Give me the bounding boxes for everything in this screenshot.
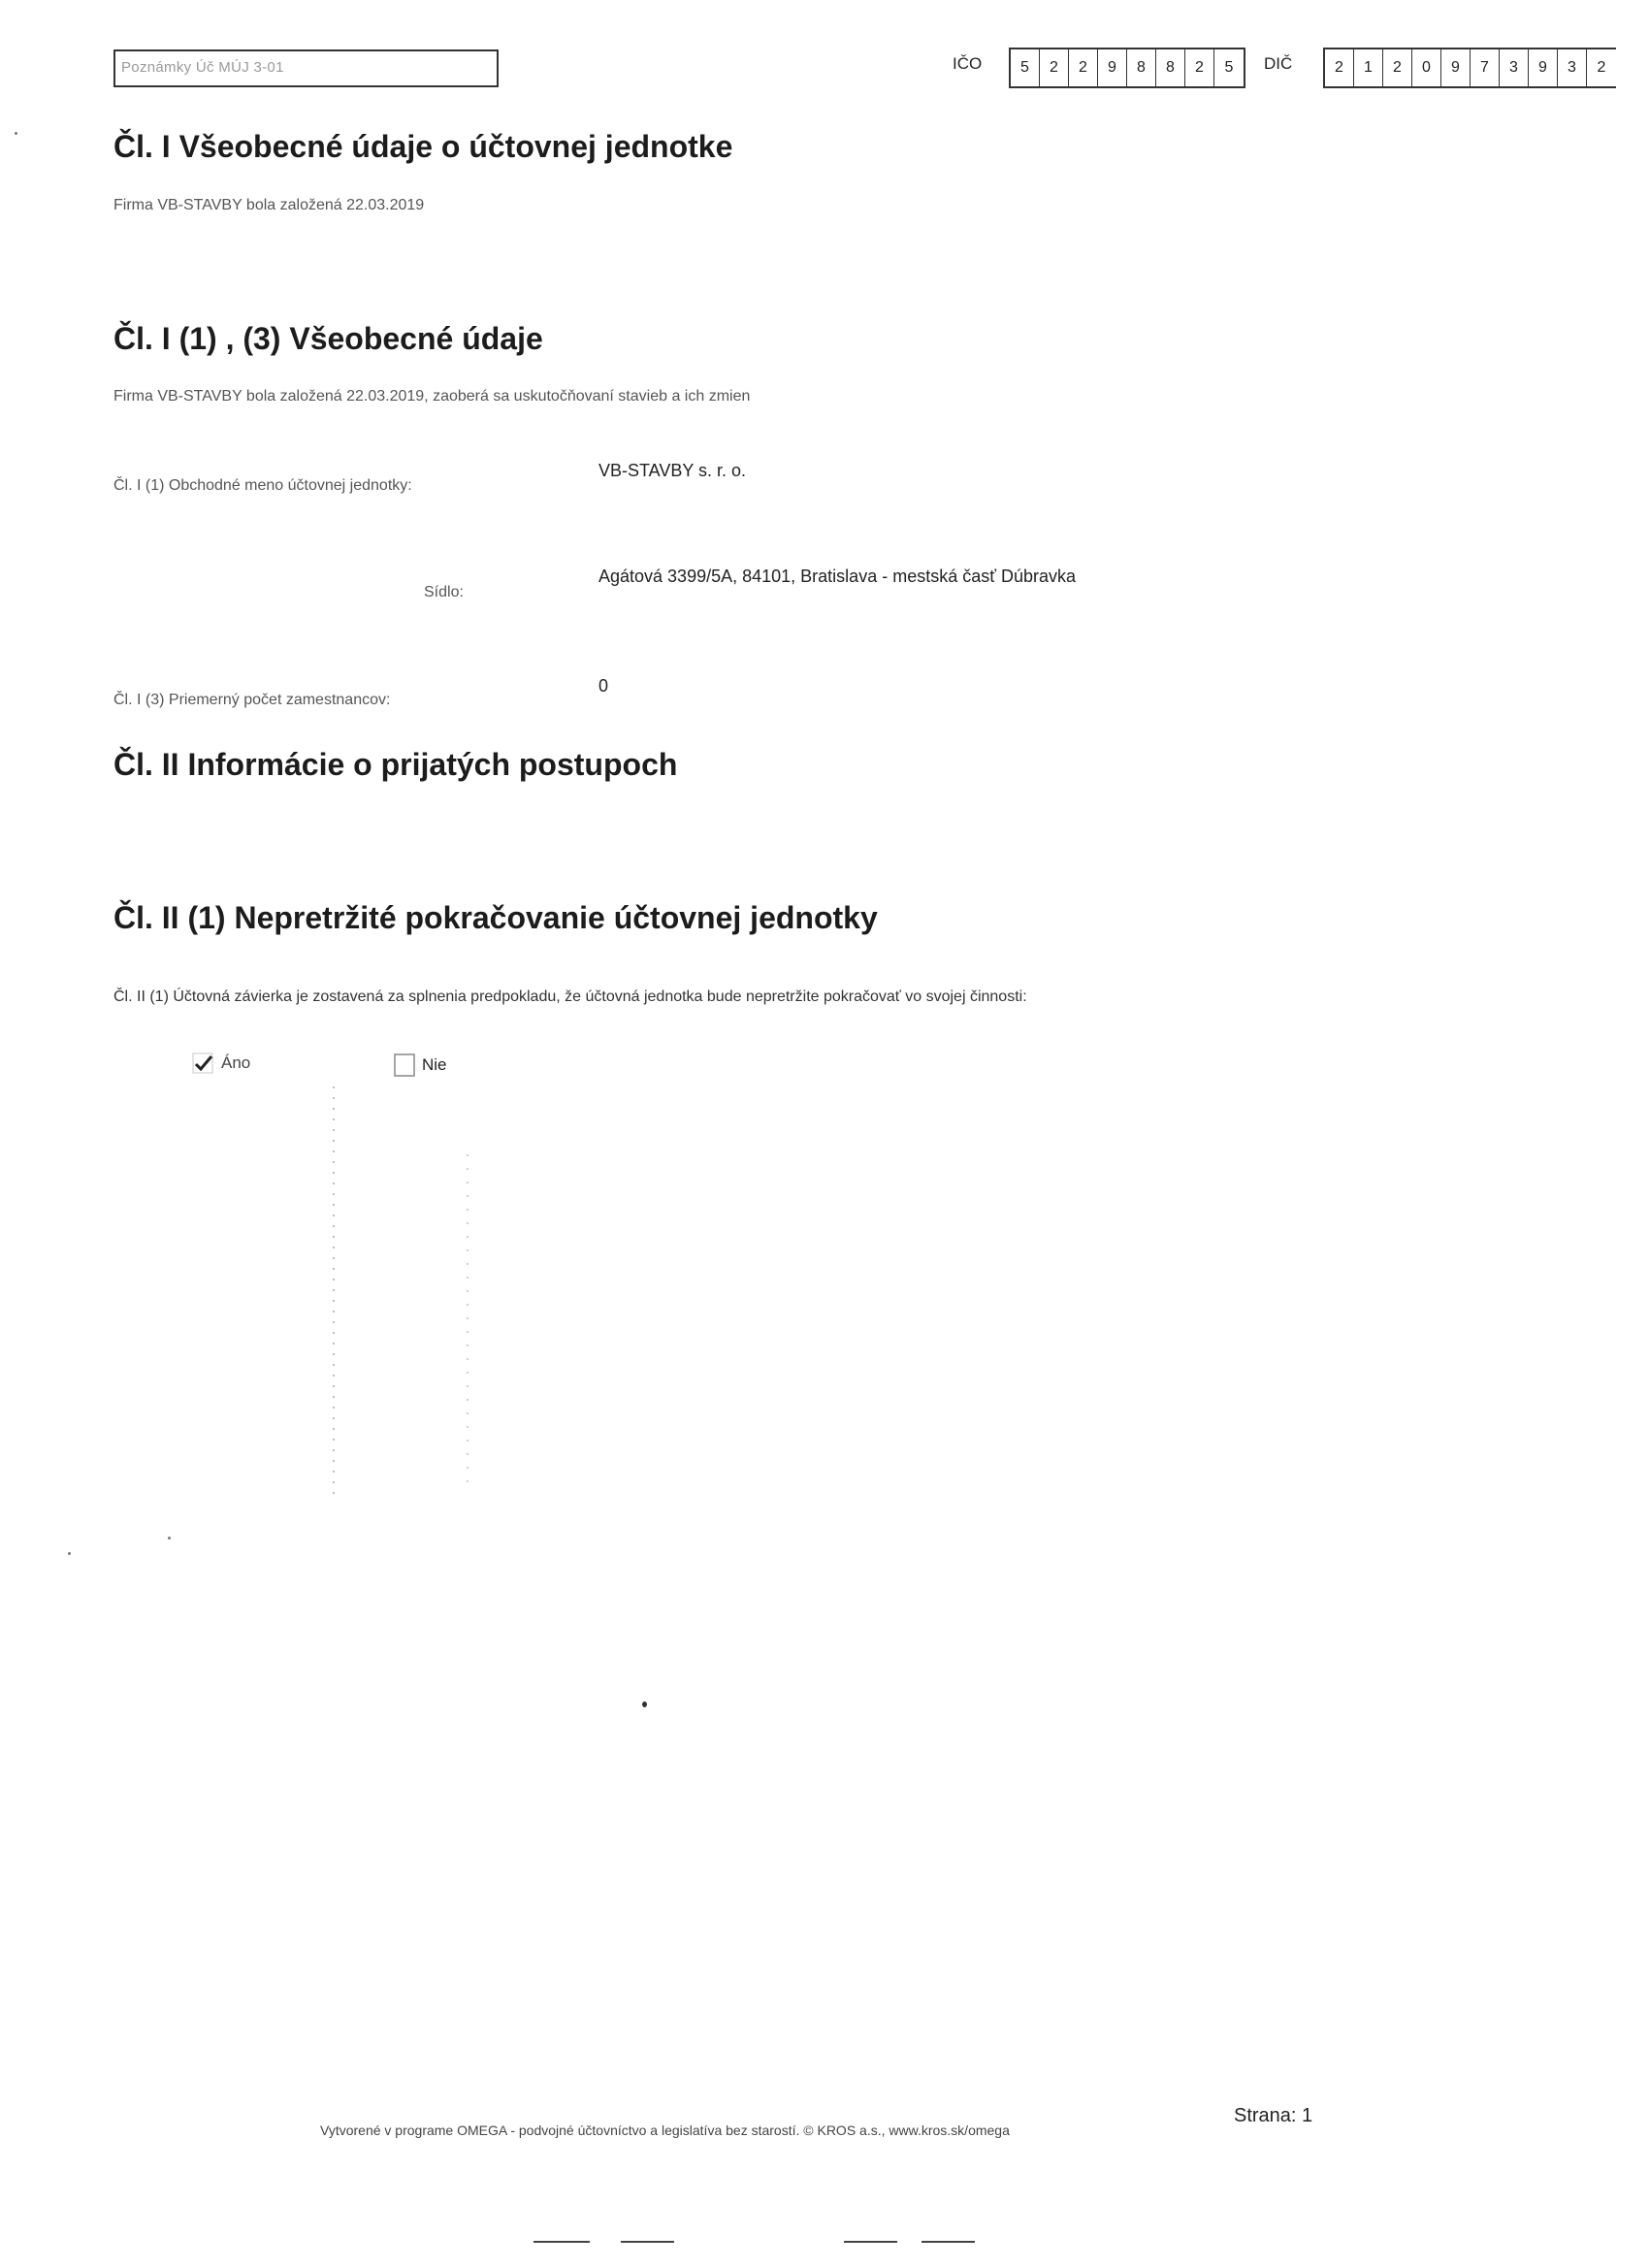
dic-digit: 7 [1471,49,1500,86]
dic-digit: 2 [1325,49,1354,86]
page-label: Strana: [1234,2105,1297,2126]
dic-digits [1323,48,1616,88]
option-yes[interactable] [192,1053,250,1074]
footer-note: Vytvorené v programe OMEGA - podvojné účtovníctvo a legislatíva bez starostí. © KROS a.s., www.kros.sk/omega [320,2122,1010,2138]
section-1-title: Čl. I Všeobecné údaje o účtovnej jednotke [113,129,733,164]
scan-speck [15,132,17,135]
employees-value: 0 [598,676,609,696]
ico-digit: 2 [1185,49,1214,86]
scan-dash [844,2241,897,2243]
page-indicator [1234,2105,1312,2127]
page-number: 1 [1302,2105,1313,2126]
dic-digit: 9 [1441,49,1471,86]
option-yes-label: Áno [221,1053,251,1072]
empty-checkbox-icon [393,1053,416,1078]
ico-digit: 5 [1011,49,1040,86]
dic-label: DIČ [1264,54,1293,73]
scan-dash [621,2241,674,2243]
section-2-text: Firma VB-STAVBY bola založená 22.03.2019, zaoberá sa uskutočňovaní stavieb a ich zmien [113,388,751,405]
ico-digit: 9 [1098,49,1127,86]
option-no[interactable] [393,1053,447,1078]
section-2-title: Čl. I (1) , (3) Všeobecné údaje [113,321,543,356]
scan-speck [168,1537,171,1539]
seat-label: Sídlo: [424,584,464,600]
ico-digit: 2 [1040,49,1069,86]
company-name-value: VB-STAVBY s. r. o. [598,461,747,480]
section-1-text: Firma VB-STAVBY bola založená 22.03.2019 [113,197,425,213]
ico-digit: 8 [1127,49,1156,86]
section-4-title: Čl. II (1) Nepretržité pokračovanie účtovnej jednotky [113,900,878,935]
scan-artifact [320,1086,475,1494]
section-3-title: Čl. II Informácie o prijatých postupoch [113,747,678,782]
scan-speck [642,1701,647,1707]
form-code: Poznámky Úč MÚJ 3-01 [121,59,284,76]
dic-digit: 1 [1354,49,1383,86]
dic-digit: 0 [1412,49,1441,86]
form-code-box [113,49,499,87]
dic-digit: 3 [1558,49,1587,86]
company-name-label: Čl. I (1) Obchodné meno účtovnej jednotky: [113,477,412,494]
section-4-text: Čl. II (1) Účtovná závierka je zostavená za splnenia predpokladu, že účtovná jednotka bude nepretržite pokračovať vo svojej činnosti: [113,988,1027,1005]
scan-dash [922,2241,975,2243]
scan-dash [534,2241,590,2243]
scan-speck [68,1552,71,1555]
dic-digit: 3 [1500,49,1529,86]
ico-label: IČO [953,54,983,73]
ico-digit: 8 [1156,49,1185,86]
ico-digits [1009,48,1245,88]
dic-digit: 2 [1597,59,1606,76]
ico-digit: 5 [1224,59,1234,76]
option-no-label: Nie [422,1055,447,1074]
checkmark-icon [192,1053,215,1074]
ico-digit: 2 [1069,49,1098,86]
dic-digit: 2 [1383,49,1412,86]
dic-digit: 9 [1529,49,1558,86]
seat-value: Agátová 3399/5A, 84101, Bratislava - mestská časť Dúbravka [598,567,1077,586]
employees-label: Čl. I (3) Priemerný počet zamestnancov: [113,692,391,708]
